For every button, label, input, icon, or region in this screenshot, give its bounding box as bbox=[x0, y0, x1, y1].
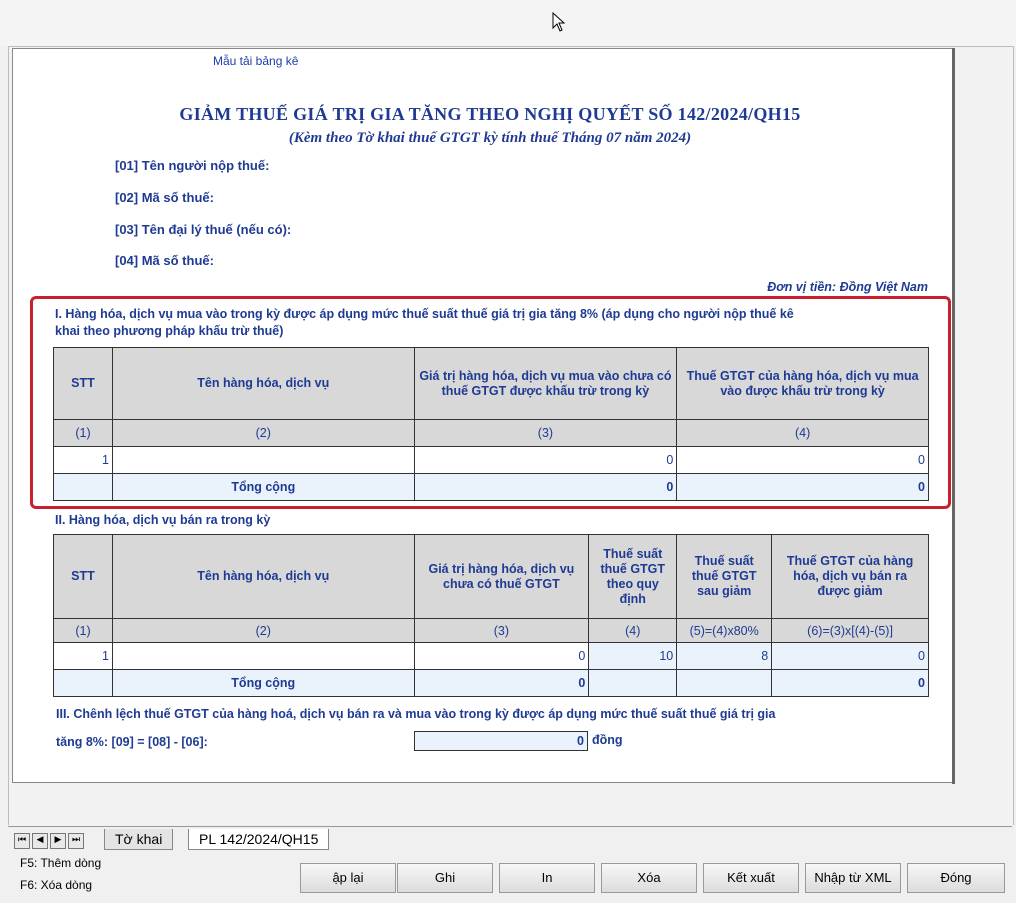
field-agent-name: [03] Tên đại lý thuế (nếu có): bbox=[115, 222, 292, 237]
deductible-tax-input[interactable]: 0 bbox=[677, 447, 929, 474]
export-button[interactable]: Kết xuất bbox=[703, 863, 799, 893]
top-bar bbox=[0, 0, 1016, 46]
index-cell: (3) bbox=[414, 619, 589, 643]
header-reduced-rate: Thuế suất thuế GTGT sau giảm bbox=[677, 535, 772, 619]
index-cell: (3) bbox=[414, 420, 677, 447]
total-reduced-tax: 0 bbox=[772, 670, 929, 697]
total-purchase-value: 0 bbox=[414, 474, 677, 501]
hint-delete-row: F6: Xóa dòng bbox=[20, 878, 93, 892]
section1-table bbox=[53, 347, 929, 501]
header-deductible-tax: Thuế GTGT của hàng hóa, dịch vụ mua vào được khấu trừ trong kỳ bbox=[677, 348, 929, 420]
tax-rate-cell[interactable]: 10 bbox=[589, 643, 677, 670]
currency-unit: Đơn vị tiền: Đồng Việt Nam bbox=[767, 280, 928, 294]
reduced-rate-cell: 8 bbox=[677, 643, 772, 670]
template-label: Mẫu tải bảng kê bbox=[213, 54, 299, 68]
first-sheet-icon[interactable]: ⏮ bbox=[14, 833, 30, 849]
total-stt-cell bbox=[54, 670, 113, 697]
item-name-input[interactable] bbox=[112, 643, 414, 670]
index-cell: (1) bbox=[54, 420, 113, 447]
index-cell: (5)=(4)x80% bbox=[677, 619, 772, 643]
total-reduced-rate-cell bbox=[677, 670, 772, 697]
index-cell: (6)=(3)x[(4)-(5)] bbox=[772, 619, 929, 643]
form-subtitle: (Kèm theo Tờ khai thuế GTGT kỳ tính thuế Tháng 07 năm 2024) bbox=[288, 130, 692, 146]
import-xml-button[interactable]: Nhập từ XML bbox=[805, 863, 901, 893]
total-stt-cell bbox=[54, 474, 113, 501]
field-taxpayer-name: [01] Tên người nộp thuế: bbox=[115, 158, 270, 173]
header-stt: STT bbox=[54, 535, 113, 619]
header-reduced-tax: Thuế GTGT của hàng hóa, dịch vụ bán ra được giảm bbox=[772, 535, 929, 619]
index-cell: (1) bbox=[54, 619, 113, 643]
row-stt: 1 bbox=[54, 643, 113, 670]
print-button[interactable]: In bbox=[499, 863, 595, 893]
total-label: Tổng cộng bbox=[112, 670, 414, 697]
section1-heading-line2: khai theo phương pháp khấu trừ thuế) bbox=[55, 324, 284, 338]
close-button[interactable]: Đóng bbox=[907, 863, 1005, 893]
redacted-taxpayer-info bbox=[401, 152, 773, 216]
sales-value-input[interactable]: 0 bbox=[414, 643, 589, 670]
index-cell: (2) bbox=[112, 619, 414, 643]
section2-table bbox=[53, 534, 929, 697]
section3-line2: tăng 8%: [09] = [08] - [06]: bbox=[56, 735, 208, 749]
index-cell: (4) bbox=[677, 420, 929, 447]
prev-sheet-icon[interactable]: ◀ bbox=[32, 833, 48, 849]
mouse-cursor-icon bbox=[552, 12, 566, 32]
section1-heading-line1: I. Hàng hóa, dịch vụ mua vào trong kỳ được áp dụng mức thuế suất thuế giá trị gia tăng 8% (áp dụng cho người nộp thuế kê bbox=[55, 307, 794, 321]
index-cell: (4) bbox=[589, 619, 677, 643]
field-agent-tax-code: [04] Mã số thuế: bbox=[115, 253, 214, 268]
reduced-tax-cell: 0 bbox=[772, 643, 929, 670]
total-sales-value: 0 bbox=[414, 670, 589, 697]
header-item-name: Tên hàng hóa, dịch vụ bbox=[112, 535, 414, 619]
index-cell: (2) bbox=[112, 420, 414, 447]
header-sales-value: Giá trị hàng hóa, dịch vụ chưa có thuế GTGT bbox=[414, 535, 589, 619]
last-sheet-icon[interactable]: ⏭ bbox=[68, 833, 84, 849]
delete-button[interactable]: Xóa bbox=[601, 863, 697, 893]
tab-pl-142[interactable]: PL 142/2024/QH15 bbox=[188, 829, 329, 850]
total-rate-cell bbox=[589, 670, 677, 697]
field-tax-code: [02] Mã số thuế: bbox=[115, 190, 214, 205]
tab-to-khai[interactable]: Tờ khai bbox=[104, 829, 173, 850]
save-button[interactable]: Ghi bbox=[397, 863, 493, 893]
header-purchase-value: Giá trị hàng hóa, dịch vụ mua vào chưa có thuế GTGT được khấu trừ trong kỳ bbox=[414, 348, 677, 420]
next-sheet-icon[interactable]: ▶ bbox=[50, 833, 66, 849]
total-deductible-tax: 0 bbox=[677, 474, 929, 501]
difference-value-field: 0 bbox=[414, 731, 588, 751]
page-shadow bbox=[952, 48, 955, 784]
section3-line1: III. Chênh lệch thuế GTGT của hàng hoá, dịch vụ bán ra và mua vào trong kỳ được áp dụng mức thuế suất thuế giá trị gia bbox=[56, 707, 776, 721]
hint-add-row: F5: Thêm dòng bbox=[20, 856, 102, 870]
reset-button[interactable]: ập lại bbox=[300, 863, 396, 893]
purchase-value-input[interactable]: 0 bbox=[414, 447, 677, 474]
sheet-tab-bar bbox=[8, 826, 1012, 851]
row-stt: 1 bbox=[54, 447, 113, 474]
total-label: Tổng cộng bbox=[112, 474, 414, 501]
header-item-name: Tên hàng hóa, dịch vụ bbox=[112, 348, 414, 420]
header-tax-rate: Thuế suất thuế GTGT theo quy định bbox=[589, 535, 677, 619]
item-name-input[interactable] bbox=[112, 447, 414, 474]
currency-suffix: đồng bbox=[592, 733, 623, 747]
form-title: GIẢM THUẾ GIÁ TRỊ GIA TĂNG THEO NGHỊ QUYẾT SỐ 142/2024/QH15 bbox=[179, 104, 801, 124]
section2-heading: II. Hàng hóa, dịch vụ bán ra trong kỳ bbox=[55, 513, 271, 527]
header-stt: STT bbox=[54, 348, 113, 420]
